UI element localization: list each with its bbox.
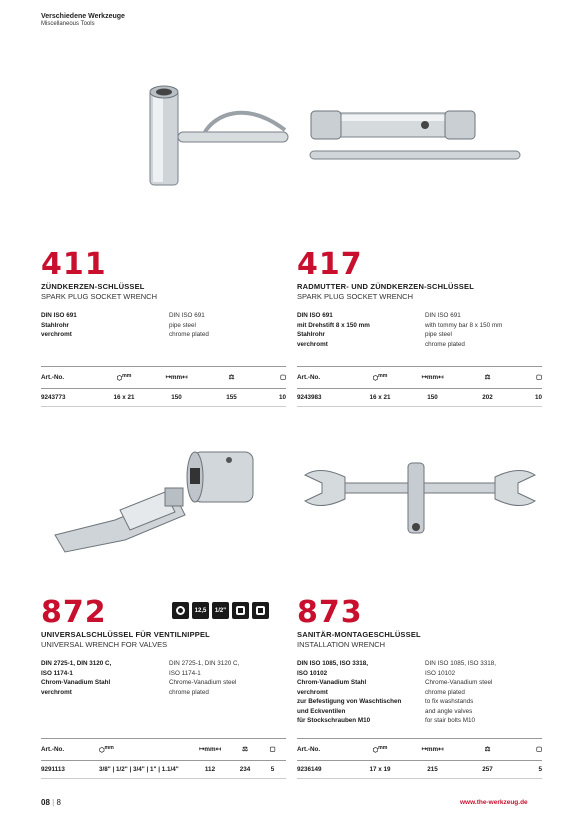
art-no: 9291113	[41, 766, 65, 773]
spec-en-line: with tommy bar 8 x 150 mm	[425, 321, 503, 329]
page-header	[41, 13, 125, 27]
spec-de-line: Chrom-Vanadium Stahl	[41, 679, 111, 686]
spec-en-line: to fix washstands	[425, 698, 474, 705]
art-no: 9243773	[41, 394, 66, 401]
spec-en-line: DIN ISO 1085, ISO 3318,	[425, 660, 497, 667]
product-title-de: UNIVERSALSCHLÜSSEL FÜR VENTILNIPPEL	[41, 630, 210, 639]
spec-en-line: DIN ISO 691	[425, 312, 461, 319]
product-number: 873	[297, 595, 363, 630]
pack-box-icon: ▢	[269, 746, 276, 753]
size: 16 x 21	[113, 394, 135, 401]
table-row	[41, 761, 286, 779]
square-drive-icon	[232, 602, 249, 619]
art-no-header: Art.-No.	[297, 746, 321, 753]
length-mm-icon: ↦mm↤	[199, 746, 221, 753]
spec-en-line: ISO 10102	[425, 669, 456, 677]
spec-de-line: und Eckventilen	[297, 707, 346, 715]
art-no-header: Art.-No.	[297, 374, 321, 381]
product-number: 872	[41, 595, 107, 630]
spec-de-line: Chrom-Vanadium Stahl	[297, 679, 367, 686]
weight-kg-icon: ⚖	[228, 374, 235, 381]
spark-plug-wrench-image	[135, 80, 300, 195]
spec-en-line: Chrome-Vanadium steel	[425, 679, 493, 686]
product-title-en: SPARK PLUG SOCKET WRENCH	[41, 292, 157, 301]
art-no-header: Art.-No.	[41, 746, 65, 753]
page-number	[41, 798, 61, 807]
header-title-de: Verschiedene Werkzeuge	[41, 13, 125, 20]
spec-de-line: DIN ISO 691	[41, 312, 77, 319]
installation-wrench-image	[300, 455, 540, 545]
product-specs	[41, 659, 286, 697]
pack-box-icon: ▢	[536, 374, 542, 381]
weight-kg-icon: ⚖	[484, 746, 491, 753]
weight-kg-icon: ⚖	[484, 374, 491, 381]
spec-de-line: für Stockschrauben M10	[297, 717, 371, 724]
spec-de-line: DIN 2725-1, DIN 3120 C,	[41, 660, 112, 667]
pack: 10	[534, 394, 542, 401]
product-table-873	[297, 738, 542, 779]
product-411	[41, 247, 286, 340]
hex-mm-icon: ⬡$^{mm}$	[116, 372, 132, 383]
pack: 5	[270, 766, 275, 773]
length-mm-icon: ↦mm↤	[421, 746, 444, 753]
pack: 5	[538, 766, 542, 773]
length: 112	[204, 766, 216, 773]
spec-de-line: mit Drehstift 8 x 150 mm	[297, 321, 370, 329]
pack-box-icon: ▢	[280, 374, 286, 381]
page-separator: |	[52, 798, 55, 807]
table-header-row	[297, 367, 542, 389]
product-number: 417	[297, 247, 363, 282]
hex-mm-icon: ⬡$^{mm}$	[99, 744, 114, 755]
table-row	[297, 389, 542, 407]
product-badges	[172, 602, 269, 619]
size: 17 x 19	[369, 766, 391, 773]
spec-en-line: Chrome-Vanadium steel	[169, 679, 237, 686]
length-mm-icon: ↦mm↤	[421, 374, 444, 381]
spec-de-line: verchromt	[297, 340, 328, 348]
weight: 202	[482, 394, 493, 401]
product-title-en: INSTALLATION WRENCH	[297, 640, 386, 649]
ring-icon	[172, 602, 189, 619]
spec-en-line: chrome plated	[169, 331, 209, 338]
product-specs	[297, 311, 542, 349]
drive-size-badge: 12,5	[192, 602, 209, 619]
spec-en-line: ISO 1174-1	[169, 669, 201, 677]
spec-de-line: Stahlrohr	[297, 331, 325, 338]
website-link[interactable]: www.the-werkzeug.de	[460, 799, 528, 806]
header-title-en: Miscellaneous Tools	[41, 21, 95, 27]
product-number: 411	[41, 247, 107, 282]
wheel-nut-wrench-image	[305, 105, 525, 175]
product-873	[297, 595, 542, 726]
product-title-en: UNIVERSAL WRENCH FOR VALVES	[41, 640, 168, 649]
product-title-en: SPARK PLUG SOCKET WRENCH	[297, 292, 413, 301]
square-socket-icon	[252, 602, 269, 619]
spec-en-line: DIN 2725-1, DIN 3120 C,	[169, 660, 240, 667]
table-row	[41, 389, 286, 407]
spec-de-line: verchromt	[41, 331, 72, 338]
page-number-bold: 08	[41, 798, 50, 807]
size: 16 x 21	[369, 394, 391, 401]
weight: 257	[482, 766, 493, 773]
product-417	[297, 247, 542, 349]
spec-de-line: DIN ISO 691	[297, 312, 333, 319]
weight-kg-icon: ⚖	[242, 746, 248, 753]
table-header-row	[41, 367, 286, 389]
spec-en-line: chrome plated	[425, 340, 465, 348]
pack: 10	[278, 394, 286, 401]
spec-de-line: verchromt	[297, 688, 328, 696]
product-specs	[297, 659, 542, 726]
spec-de-line: DIN ISO 1085, ISO 3318,	[297, 660, 369, 667]
weight: 155	[226, 394, 237, 401]
product-title-de: RADMUTTER- UND ZÜNDKERZEN-SCHLÜSSEL	[297, 282, 474, 291]
spec-en-line: chrome plated	[425, 688, 465, 696]
product-table-872	[41, 738, 286, 779]
table-header-row	[41, 739, 286, 761]
valve-wrench-image	[45, 440, 275, 560]
size: 3/8" | 1/2" | 3/4" | 1" | 1.1/4"	[99, 766, 179, 773]
product-title-de: ZÜNDKERZEN-SCHLÜSSEL	[41, 282, 145, 291]
hex-mm-icon: ⬡$^{mm}$	[372, 372, 388, 383]
spec-en-line: and angle valves	[425, 707, 473, 715]
spec-en-line: chrome plated	[169, 688, 209, 696]
art-no: 9236149	[297, 766, 322, 773]
spec-de-line: verchromt	[41, 688, 72, 696]
product-table-417	[297, 366, 542, 407]
art-no: 9243983	[297, 394, 322, 401]
product-title-de: SANITÄR-MONTAGESCHLÜSSEL	[297, 630, 421, 639]
spec-en-line: for stair bolts M10	[425, 717, 476, 724]
length: 150	[427, 394, 438, 401]
spec-de-line: ISO 1174-1	[41, 669, 73, 677]
spec-en-line: DIN ISO 691	[169, 312, 205, 319]
spec-de-line: zur Befestigung von Waschtischen	[297, 698, 402, 705]
drive-fraction-badge: 1/2"	[212, 602, 229, 619]
weight: 234	[239, 766, 251, 773]
art-no-header: Art.-No.	[41, 374, 65, 381]
spec-de-line: Stahlrohr	[41, 321, 69, 329]
length: 150	[171, 394, 182, 401]
table-row	[297, 761, 542, 779]
length: 215	[427, 766, 438, 773]
pack-box-icon: ▢	[536, 746, 542, 753]
spec-en-line: pipe steel	[425, 331, 452, 338]
spec-de-line: ISO 10102	[297, 669, 328, 677]
spec-en-line: pipe steel	[169, 321, 196, 329]
page-number-plain: 8	[56, 798, 61, 807]
length-mm-icon: ↦mm↤	[165, 374, 188, 381]
hex-mm-icon: ⬡$^{mm}$	[372, 744, 388, 755]
product-specs	[41, 311, 286, 340]
product-table-411	[41, 366, 286, 407]
table-header-row	[297, 739, 542, 761]
